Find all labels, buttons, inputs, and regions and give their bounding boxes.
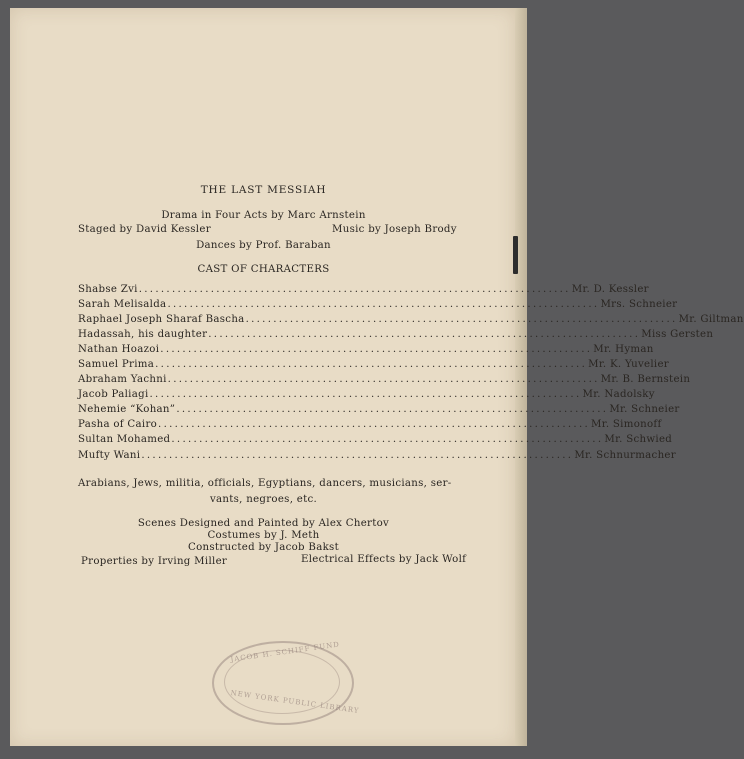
leader-dots: ..............................................................................	[158, 419, 591, 430]
cast-role: Nathan Hoazoi	[78, 344, 160, 355]
staged-by: Staged by David Kessler	[78, 224, 211, 235]
cast-role: Raphael Joseph Sharaf Bascha	[78, 314, 245, 325]
cast-actor: Mr. Schwied	[604, 434, 673, 445]
cast-actor: Mr. Schneier	[609, 404, 680, 415]
scenes-credit: Scenes Designed and Painted by Alex Chertov	[137, 518, 390, 529]
cast-role: Samuel Prima	[78, 359, 155, 370]
cast-role: Jacob Paliagi	[78, 389, 149, 400]
costumes-credit: Costumes by J. Meth	[207, 530, 320, 541]
leader-dots: ..............................................................................	[141, 450, 574, 461]
cast-actor: Mr. Schnurmacher	[574, 450, 676, 461]
leader-dots: ..............................................................................	[167, 299, 600, 310]
cast-heading: CAST OF CHARACTERS	[197, 264, 330, 275]
leader-dots: ..............................................................................	[155, 359, 588, 370]
leader-dots: ..............................................................................	[171, 434, 604, 445]
cast-role: Mufty Wani	[78, 450, 141, 461]
cast-row	[78, 359, 669, 373]
cast-actor: Mr. B. Bernstein	[600, 374, 691, 385]
cast-row	[78, 344, 654, 358]
cast-row	[78, 389, 655, 403]
cast-actor: Mr. D. Kessler	[571, 284, 649, 295]
cast-actor: Mr. Giltman	[678, 314, 744, 325]
leader-dots: ..............................................................................	[245, 314, 678, 325]
cast-role: Hadassah, his daughter	[78, 329, 208, 340]
cast-role: Pasha of Cairo	[78, 419, 158, 430]
leader-dots: ..............................................................................	[138, 284, 571, 295]
properties-credit: Properties by Irving Miller	[81, 556, 228, 567]
music-by: Music by Joseph Brody	[332, 224, 457, 235]
cast-role: Sultan Mohamed	[78, 434, 171, 445]
cast-row	[78, 329, 714, 343]
cast-row	[78, 419, 662, 433]
extras-line-1: Arabians, Jews, militia, officials, Egyptians, dancers, musicians, ser-	[78, 478, 452, 489]
cast-actor: Mrs. Schneier	[600, 299, 678, 310]
leader-dots: ..............................................................................	[167, 374, 600, 385]
cast-actor: Mr. K. Yuvelier	[588, 359, 669, 370]
cast-row	[78, 299, 678, 313]
cast-actor: Mr. Nadolsky	[582, 389, 655, 400]
cast-role: Abraham Yachni	[78, 374, 167, 385]
cast-actor: Mr. Simonoff	[591, 419, 662, 430]
electrical-credit: Electrical Effects by Jack Wolf	[301, 554, 467, 565]
cast-row	[78, 374, 691, 388]
leader-dots: ..............................................................................	[160, 344, 593, 355]
stamp-top-text: JACOB H. SCHIFF FUND	[229, 640, 341, 664]
leader-dots: ..............................................................................	[149, 389, 582, 400]
leader-dots: ..............................................................................	[208, 329, 641, 340]
cast-role: Nehemie “Kohan”	[78, 404, 176, 415]
play-subtitle: Drama in Four Acts by Marc Arnstein	[161, 210, 366, 221]
cast-row	[78, 314, 744, 328]
cast-row	[78, 434, 673, 448]
leader-dots: ..............................................................................	[176, 404, 609, 415]
cast-role: Shabse Zvi	[78, 284, 138, 295]
cast-actor: Miss Gersten	[641, 329, 714, 340]
dances-by: Dances by Prof. Baraban	[196, 240, 331, 251]
cast-row	[78, 404, 680, 418]
cast-row	[78, 284, 649, 298]
cast-row	[78, 450, 676, 464]
cast-role: Sarah Melisalda	[78, 299, 167, 310]
stamp-bottom-text: NEW YORK PUBLIC LIBRARY	[230, 688, 360, 716]
cast-actor: Mr. Hyman	[593, 344, 654, 355]
extras-line-2: vants, negroes, etc.	[209, 494, 318, 505]
constructed-credit: Constructed by Jacob Bakst	[188, 542, 339, 553]
play-title: THE LAST MESSIAH	[200, 184, 327, 196]
